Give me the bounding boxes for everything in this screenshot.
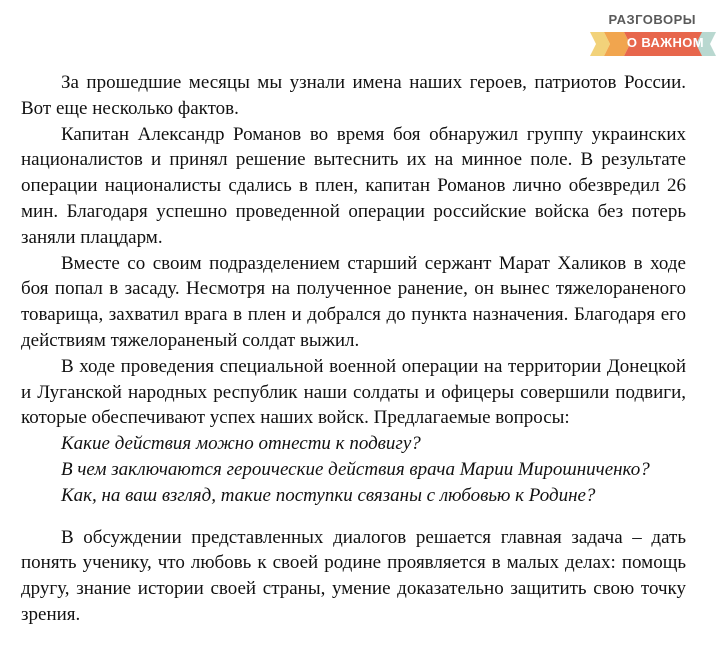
document-body <box>21 70 686 628</box>
paragraph-special-operation: В ходе проведения специальной военной операции на территории Донецкой и Луганской народных республик наши солдаты и офицеры совершили подвиги, которые обеспечивают успех наших войск. Предлагаемые вопросы: <box>21 355 686 429</box>
logo-bottom-text: О ВАЖНОМ <box>626 35 704 50</box>
razgovory-o-vazhnom-logo <box>586 8 716 58</box>
paragraph-khalikov: Вместе со своим подразделением старший сержант Марат Халиков в ходе боя попал в засаду. Несмотря на полученное ранение, он вынес тяжелораненого товарища, захватил врага в плен и добрался до пункта назначения. Благодаря его действиям тяжелораненый солдат выжил. <box>21 252 686 351</box>
question-item: Какие действия можно отнести к подвигу? <box>61 433 421 455</box>
paragraph-romanov: Капитан Александр Романов во время боя обнаружил группу украинских националистов и принял решение вытеснить их на минное поле. В результате операции националисты сдались в плен, капитан Романов лично обезвредил 26 мин. Благодаря успешно проведенной операции российские войска без потерь заняли плацдарм. <box>21 123 686 248</box>
question-item: В чем заключаются героические действия врача Марии Мирошниченко? <box>61 458 650 480</box>
questions-list <box>21 431 686 508</box>
logo-top-text: РАЗГОВОРЫ <box>608 12 696 27</box>
paragraph-closing: В обсуждении представленных диалогов решается главная задача – дать понять ученику, что любовь к своей родине проявляется в малых делах: помощь другу, знание истории своей страны, умение доказательно защитить свою точку зрения. <box>21 526 686 625</box>
paragraph-intro: За прошедшие месяцы мы узнали имена наших героев, патриотов России. Вот еще несколько фактов. <box>21 72 686 119</box>
question-item: Как, на ваш взгляд, такие поступки связаны с любовью к Родине? <box>61 484 596 506</box>
